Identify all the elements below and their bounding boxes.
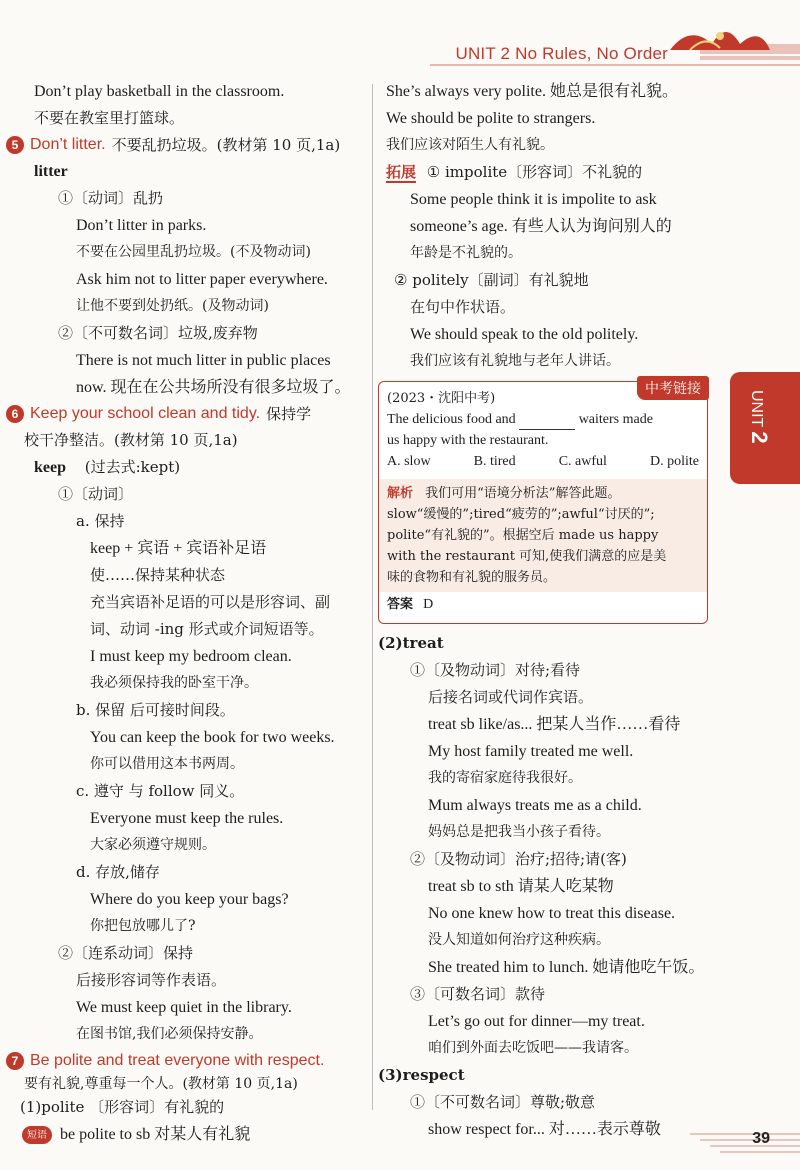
answer-options bbox=[387, 451, 699, 473]
example-en: Some people think it is impolite to ask bbox=[410, 191, 657, 208]
extension-row bbox=[386, 159, 722, 186]
footer-ornament-icon bbox=[690, 1124, 800, 1160]
example-en: No one knew how to treat this disease. bbox=[428, 905, 676, 922]
example-cn: 没人知道如何治疗这种疾病。 bbox=[428, 932, 610, 948]
section-sentence-en: Be polite and treat everyone with respect. bbox=[30, 1052, 325, 1069]
example-en: We should speak to the old politely. bbox=[410, 326, 639, 343]
phrase: be polite to sb 对某人有礼貌 bbox=[60, 1126, 251, 1143]
question-text: waiters made bbox=[578, 412, 653, 427]
headword-litter: litter bbox=[34, 163, 68, 180]
example-en: Where do you keep your bags? bbox=[90, 891, 289, 908]
column-divider bbox=[372, 84, 373, 1110]
exam-link-tag: 中考链接 bbox=[637, 376, 709, 400]
example-en-cn: someone’s age. 有些人认为询问别人的 bbox=[410, 218, 672, 235]
option-c: C. awful bbox=[558, 454, 607, 469]
exam-source: (2023・沈阳中考) bbox=[387, 391, 496, 406]
example-en: Ask him not to litter paper everywhere. bbox=[76, 271, 328, 288]
section-6-heading bbox=[6, 401, 366, 427]
section-sentence-cn: 不要乱扔垃圾。(教材第 10 页,1a) bbox=[111, 136, 341, 154]
example-cn: 我们应该对陌生人有礼貌。 bbox=[386, 137, 554, 153]
sense-label: ②〔及物动词〕治疗;招待;请(客) bbox=[410, 850, 627, 868]
extension-label: 拓展 bbox=[386, 163, 417, 181]
pattern: treat sb to sth 请某人吃某物 bbox=[428, 878, 614, 895]
example-en: Don’t play basketball in the classroom. bbox=[34, 83, 285, 100]
note: 后接形容词等作表语。 bbox=[76, 971, 227, 989]
explanation-text: with the restaurant 可知,使我们满意的应是美 bbox=[387, 549, 667, 564]
sense-label: ①〔动词〕 bbox=[58, 485, 134, 503]
explanation-line bbox=[387, 483, 699, 504]
example-en: Everyone must keep the rules. bbox=[90, 810, 284, 827]
headword-keep-row bbox=[34, 454, 366, 481]
polite-entry: (1)polite 〔形容词〕有礼貌的 bbox=[20, 1098, 225, 1116]
sense-label: ①〔动词〕乱扔 bbox=[58, 189, 164, 207]
example-en: There is not much litter in public places bbox=[76, 352, 331, 369]
note: 使……保持某种状态 bbox=[90, 566, 226, 584]
treat-entry: (2)treat bbox=[378, 634, 444, 652]
note: 词、动词 -ing 形式或介词短语等。 bbox=[90, 620, 324, 638]
unit-side-tab-label bbox=[746, 390, 772, 444]
section-number: 7 bbox=[6, 1052, 24, 1070]
example-cn: 我的寄宿家庭待我很好。 bbox=[428, 770, 582, 786]
answer-label: 答案 bbox=[387, 597, 414, 612]
unit-side-tab bbox=[730, 372, 800, 484]
section-number: 5 bbox=[6, 136, 24, 154]
example-cn: 不要在教室里打篮球。 bbox=[34, 109, 185, 127]
phrase-row bbox=[27, 1121, 366, 1148]
pattern: keep + 宾语 + 宾语补足语 bbox=[90, 540, 267, 557]
sense-label: ①〔不可数名词〕尊敬;敬意 bbox=[410, 1093, 596, 1111]
example-en: You can keep the book for two weeks. bbox=[90, 729, 335, 746]
example-en-cn: She’s always very polite. 她总是很有礼貌。 bbox=[386, 83, 678, 100]
explanation bbox=[379, 479, 707, 592]
section-sentence-en: Don’t litter. bbox=[30, 136, 106, 153]
option-b: B. tired bbox=[473, 454, 516, 469]
example-en-cn: She treated him to lunch. 她请他吃午饭。 bbox=[428, 959, 705, 976]
pattern: treat sb like/as... 把某人当作……看待 bbox=[428, 716, 681, 733]
sub-sense: d. 存放,储存 bbox=[76, 863, 160, 881]
example-en: Don’t litter in parks. bbox=[76, 217, 207, 234]
section-sentence-en: Keep your school clean and tidy. bbox=[30, 405, 261, 422]
explanation-label: 解析 bbox=[387, 486, 414, 501]
example-cn: 年龄是不礼貌的。 bbox=[410, 245, 522, 261]
running-header: UNIT 2 No Rules, No Order bbox=[455, 44, 668, 63]
headword-keep: keep bbox=[34, 459, 66, 476]
unit-label: UNIT bbox=[748, 390, 765, 428]
note: 在句中作状语。 bbox=[410, 298, 516, 316]
example-cn: 妈妈总是把我当小孩子看待。 bbox=[428, 824, 610, 840]
section-sentence-cn: 保持学 bbox=[266, 405, 312, 423]
respect-entry: (3)respect bbox=[378, 1066, 465, 1084]
example-en: We should be polite to strangers. bbox=[386, 110, 596, 127]
example-cn: 不要在公园里乱扔垃圾。(不及物动词) bbox=[76, 244, 311, 260]
option-d: D. polite bbox=[649, 454, 699, 469]
example-cn: 你把包放哪儿了? bbox=[90, 918, 196, 934]
section-sentence-cn-cont: 校干净整洁。(教材第 10 页,1a) bbox=[24, 431, 238, 449]
example-cn: 在图书馆,我们必须保持安静。 bbox=[76, 1026, 263, 1042]
example-cn: 我必须保持我的卧室干净。 bbox=[90, 675, 258, 691]
explanation-text: slow“缓慢的”;tired“疲劳的”;awful“讨厌的”; bbox=[387, 507, 655, 522]
answer-blank bbox=[519, 417, 575, 430]
example-cn: 大家必须遵守规则。 bbox=[90, 837, 216, 853]
example-cn: 咱们到外面去吃饭吧——我请客。 bbox=[428, 1040, 638, 1056]
answer-value: D bbox=[423, 597, 434, 612]
sense-label: ①〔及物动词〕对待;看待 bbox=[410, 661, 581, 679]
sub-sense: a. 保持 bbox=[76, 512, 125, 530]
sense-label: ②〔不可数名词〕垃圾,废弃物 bbox=[58, 324, 258, 342]
sub-sense: c. 遵守 与 follow 同义。 bbox=[76, 782, 245, 800]
example-en: I must keep my bedroom clean. bbox=[90, 648, 292, 665]
note: 充当宾语补足语的可以是形容词、副 bbox=[90, 593, 331, 611]
section-5-heading bbox=[6, 132, 366, 158]
question-line bbox=[387, 409, 699, 430]
left-column bbox=[11, 78, 366, 1148]
example-en: My host family treated me well. bbox=[428, 743, 634, 760]
explanation-text: 味的食物和有礼貌的服务员。 bbox=[387, 570, 557, 585]
question-text: us happy with the restaurant. bbox=[387, 433, 549, 448]
example-cn: 让他不要到处扔纸。(及物动词) bbox=[76, 298, 269, 314]
example-cn: 你可以借用这本书两周。 bbox=[90, 756, 244, 772]
section-number: 6 bbox=[6, 405, 24, 423]
answer-row bbox=[387, 594, 699, 615]
unit-number: 2 bbox=[747, 431, 772, 444]
right-column bbox=[378, 78, 722, 1143]
explanation-text: polite“有礼貌的”。根据空后 made us happy bbox=[387, 528, 659, 543]
section-7-heading bbox=[6, 1048, 366, 1074]
option-a: A. slow bbox=[387, 454, 431, 469]
sense-label: ② politely〔副词〕有礼貌地 bbox=[394, 271, 589, 289]
header-ornament-icon bbox=[660, 14, 800, 66]
phrase-badge: 短语 bbox=[22, 1126, 52, 1144]
example-en: Mum always treats me as a child. bbox=[428, 797, 642, 814]
note: 后接名词或代词作宾语。 bbox=[428, 688, 594, 706]
sense-label: ②〔连系动词〕保持 bbox=[58, 944, 194, 962]
example-cn: 我们应该有礼貌地与老年人讲话。 bbox=[410, 353, 620, 369]
question-text: The delicious food and bbox=[387, 412, 516, 427]
exam-link-box bbox=[378, 381, 708, 624]
example-en: We must keep quiet in the library. bbox=[76, 999, 292, 1016]
sense-label: ① impolite〔形容词〕不礼貌的 bbox=[426, 163, 643, 181]
pattern: show respect for... 对……表示尊敬 bbox=[428, 1121, 661, 1138]
page-number: 39 bbox=[752, 1130, 770, 1147]
example-en: Let’s go out for dinner—my treat. bbox=[428, 1013, 645, 1030]
sub-sense: b. 保留 后可接时间段。 bbox=[76, 701, 235, 719]
header-rule bbox=[430, 64, 800, 66]
sense-label: ③〔可数名词〕款待 bbox=[410, 985, 546, 1003]
section-sentence-cn: 要有礼貌,尊重每一个人。(教材第 10 页,1a) bbox=[24, 1076, 298, 1092]
keep-past-tense: (过去式:kept) bbox=[84, 458, 181, 476]
explanation-text: 我们可用“语境分析法”解答此题。 bbox=[425, 486, 621, 501]
example-en-cn: now. 现在在公共场所没有很多垃圾了。 bbox=[76, 379, 351, 396]
